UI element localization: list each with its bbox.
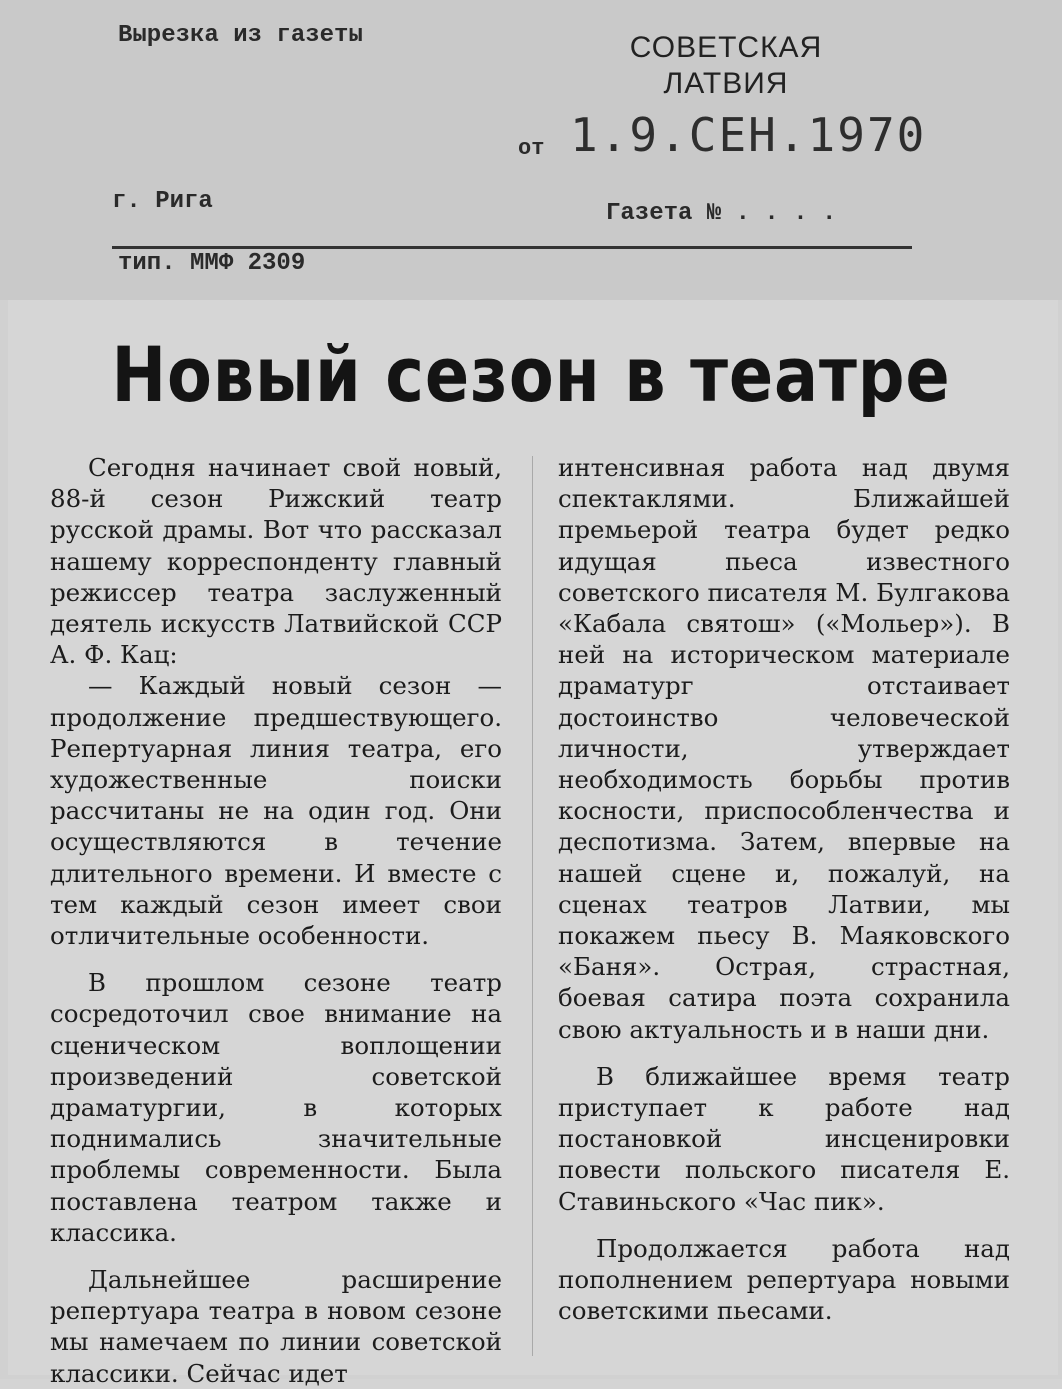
issue-label: Газета № . . . . (606, 200, 837, 227)
printer-label: тип. ММФ 2309 (118, 250, 306, 277)
date-prefix: от (518, 136, 545, 161)
slip-label: Вырезка из газеты (118, 22, 363, 49)
paragraph: — Каждый новый сезон — продолжение предшествующего. Репертуарная линия театра, его художественные поиски рассчитаны не на один год. Они осуществляются в течение длительного времени. И вместе с тем каждый сезон имеет свои отличительные особенности. (50, 671, 502, 951)
slip-rule (112, 246, 912, 249)
paragraph: В прошлом сезоне театр сосредоточил свое внимание на сценическом воплощении произведений советской драматургии, в которых поднимались значительные проблемы современности. Была поставлена театром также и классика. (50, 968, 502, 1247)
article-column-2 (558, 452, 1010, 1326)
paragraph: Продолжается работа над пополнением репертуара новыми советскими пьесами. (558, 1233, 1010, 1326)
city-label: г. Рига (112, 188, 213, 215)
paragraph: интенсивная работа над двумя спектаклями. Ближайшей премьерой театра будет редко идущая пьеса известного советского писателя М. Булгакова «Кабала святош» («Мольер»). В ней на историческом материале драматург отстаивает достоинство человеческой личности, утверждает необходимость борьбы против косности, приспособленчества и деспотизма. Затем, впервые на нашей сцене и, пожалуй, на сценах театров Латвии, мы покажем пьесу В. Маяковского «Баня». Острая, страстная, боевая сатира поэта сохранила свою актуальность и в наши дни. (558, 453, 1010, 1044)
newspaper-name (606, 30, 846, 102)
paragraph: Дальнейшее расширение репертуара театра в новом сезоне мы намечаем по линии советской классики. Сейчас идет (50, 1265, 502, 1388)
newspaper-name-line1: СОВЕТСКАЯ (629, 31, 823, 64)
paragraph: Сегодня начинает свой новый, 88-й сезон Рижский театр русской драмы. Вот что рассказал нашему корреспонденту главный режиссер театра заслуженный деятель искусств Латвийской ССР А. Ф. Кац: (50, 453, 502, 670)
column-divider (532, 456, 533, 1356)
paragraph: В ближайшее время театр приступает к работе над постановкой инсценировки повести польского писателя Е. Ставиньского «Час пик». (558, 1061, 1010, 1216)
article-column-1 (50, 452, 502, 1389)
clipping-slip (0, 0, 1062, 300)
newspaper-name-line2: ЛАТВИЯ (663, 67, 789, 100)
date-stamp: 1.9.СЕН.1970 (570, 108, 927, 162)
article-headline: Новый сезон в театре (111, 330, 951, 419)
